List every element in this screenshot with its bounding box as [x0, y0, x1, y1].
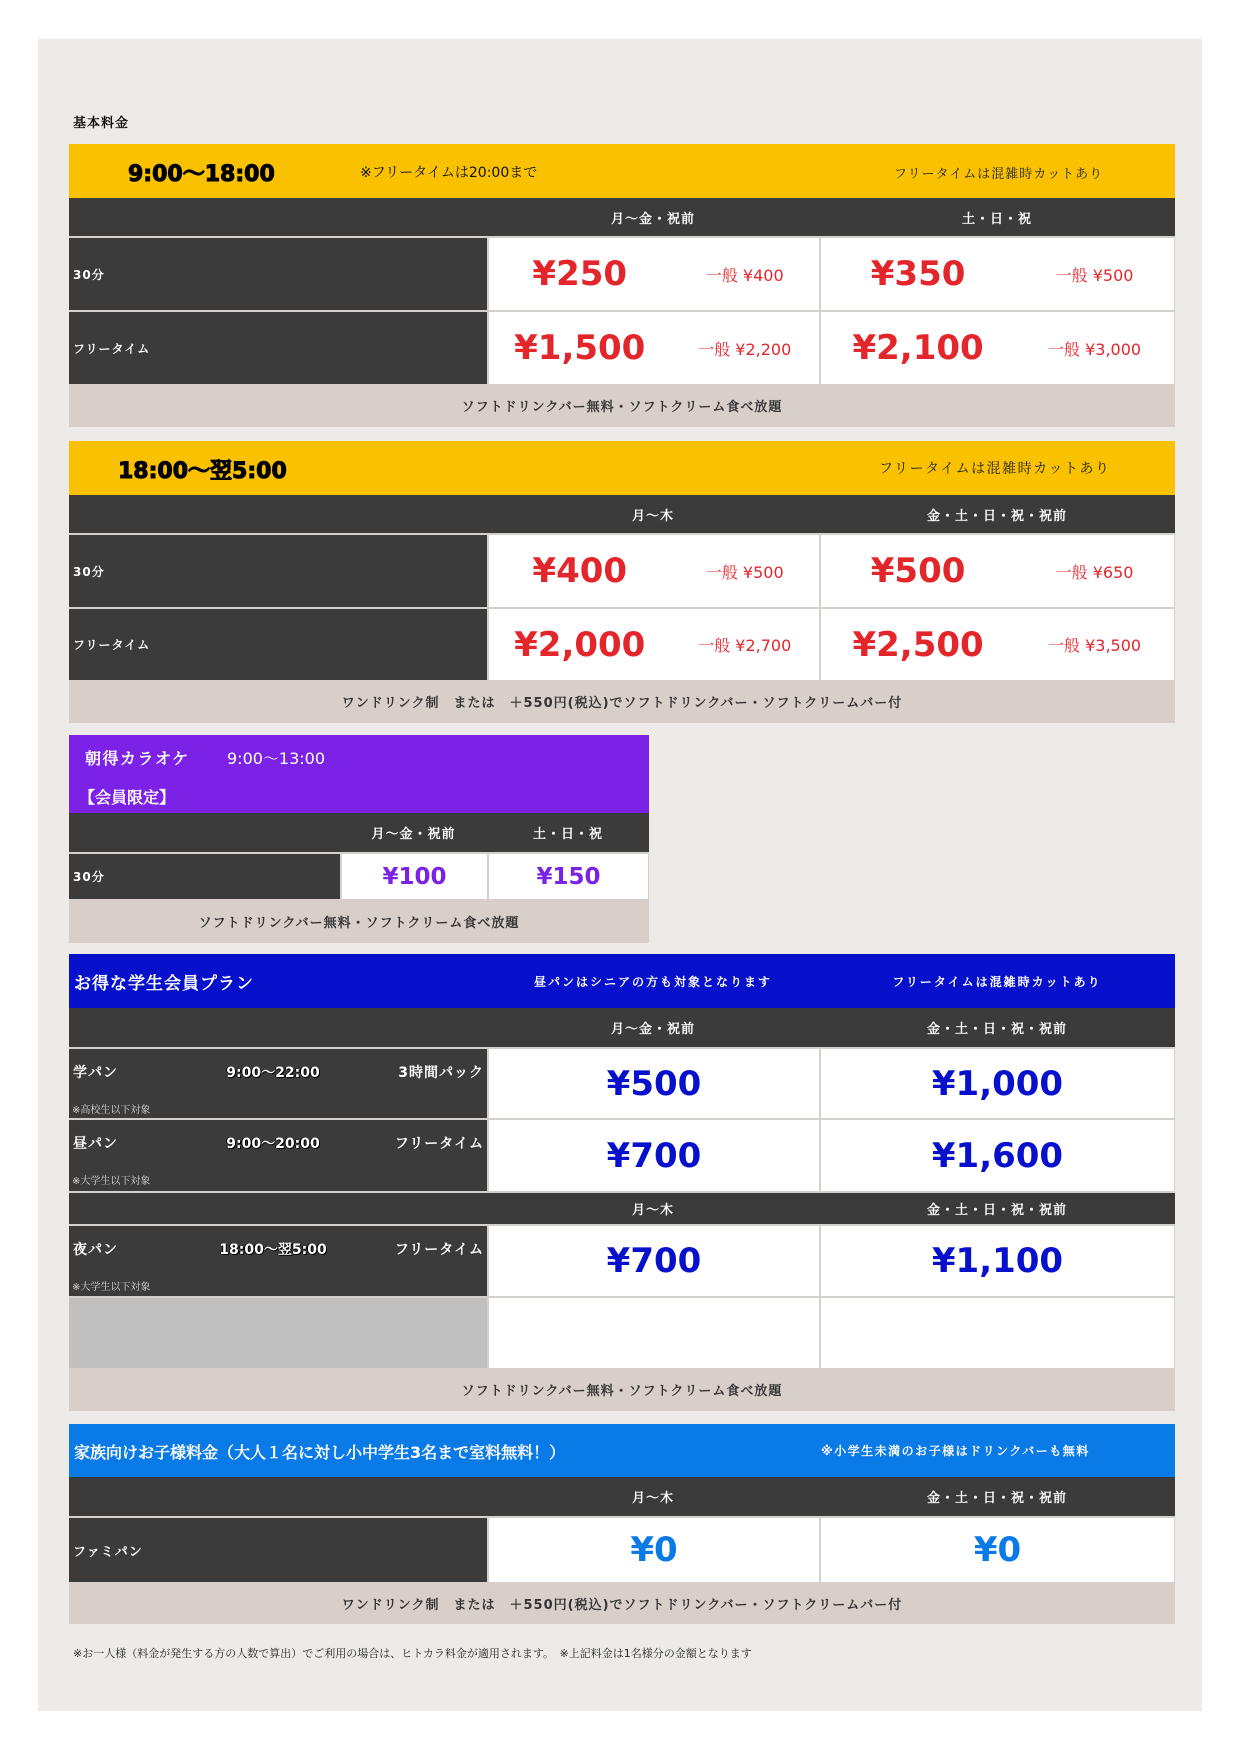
row-label: フリータイム — [69, 310, 487, 384]
member-price: ¥1,100 — [931, 1241, 1064, 1281]
empty-row — [69, 1296, 1175, 1368]
general-price: 一般 ¥500 — [705, 562, 784, 582]
empty-cell — [487, 1296, 819, 1368]
plan-label — [69, 1118, 487, 1191]
student-footer: ソフトドリンクバー無料・ソフトクリーム食べ放題 — [69, 1368, 1175, 1411]
night-crowd-note: フリータイムは混雑時カットあり — [879, 461, 1111, 477]
member-price: ¥1,000 — [931, 1063, 1064, 1104]
morning-member-note: 【会員限定】 — [79, 788, 176, 807]
price-cell — [819, 533, 1175, 607]
table-row — [69, 1516, 1175, 1582]
plan-hours: 18:00〜翌5:00 — [219, 1242, 327, 1258]
daytime-header — [69, 144, 1175, 198]
member-price: ¥100 — [382, 863, 447, 890]
table-row — [69, 1047, 1175, 1118]
column-header-spacer — [69, 1008, 487, 1047]
price-cell — [487, 1118, 819, 1191]
student-header — [69, 954, 1175, 1008]
general-price: 一般 ¥500 — [1055, 265, 1134, 285]
plan-eligibility: ※高校生以下対象 — [72, 1105, 151, 1116]
column-header-weekday: 月〜金・祝前 — [371, 827, 456, 842]
empty-label-cell — [69, 1296, 487, 1368]
row-label: フリータイム — [69, 607, 487, 680]
table-row — [69, 236, 1175, 310]
general-price: 一般 ¥2,700 — [698, 636, 792, 655]
plan-type: フリータイム — [394, 1242, 484, 1258]
student-senior-note: 昼パンはシニアの方も対象となります — [533, 975, 772, 989]
plan-hours: 9:00〜22:00 — [226, 1065, 320, 1081]
night-hours: 18:00〜翌5:00 — [118, 459, 287, 484]
price-cell — [487, 533, 819, 607]
table-row — [69, 852, 649, 899]
column-header-weekday: 月〜金・祝前 — [610, 1022, 695, 1037]
price-cell — [340, 852, 487, 899]
member-price: ¥1,500 — [514, 328, 646, 368]
night-header — [69, 441, 1175, 495]
price-cell — [487, 1516, 819, 1582]
plan-hours: 9:00〜20:00 — [226, 1136, 320, 1152]
family-title: 家族向けお子様料金（大人１名に対し小中学生3名まで室料無料！） — [74, 1443, 566, 1462]
page-title: 基本料金 — [73, 116, 130, 131]
member-price: ¥500 — [870, 551, 966, 591]
table-row — [69, 1118, 1175, 1191]
row-label: 30分 — [69, 533, 487, 607]
general-price: 一般 ¥3,500 — [1048, 636, 1142, 655]
price-cell — [487, 1224, 819, 1296]
column-header-spacer — [69, 198, 487, 236]
member-price: ¥700 — [606, 1135, 702, 1176]
plan-name: 昼パン — [73, 1136, 118, 1152]
column-header-weekday: 月〜木 — [631, 508, 674, 524]
column-header-weekday: 月〜木 — [631, 1491, 674, 1506]
price-cell — [819, 1047, 1175, 1118]
student-night-column-header — [69, 1191, 1175, 1224]
price-cell — [487, 607, 819, 680]
daytime-column-header — [69, 198, 1175, 236]
member-price: ¥0 — [630, 1530, 678, 1570]
plan-type: 3時間パック — [398, 1065, 484, 1081]
member-price: ¥0 — [973, 1530, 1022, 1570]
family-section — [69, 1424, 1175, 1624]
family-column-header — [69, 1477, 1175, 1516]
morning-column-header — [69, 813, 649, 852]
student-crowd-note: フリータイムは混雑時カットあり — [892, 975, 1102, 989]
general-price: 一般 ¥3,000 — [1048, 339, 1142, 359]
member-price: ¥500 — [606, 1063, 702, 1104]
student-title: お得な学生会員プラン — [74, 974, 254, 994]
table-row — [69, 1224, 1175, 1296]
morning-section — [69, 735, 649, 943]
morning-footer: ソフトドリンクバー無料・ソフトクリーム食べ放題 — [69, 899, 649, 943]
row-label: ファミパン — [69, 1516, 487, 1582]
daytime-hours: 9:00〜18:00 — [128, 162, 275, 187]
column-header-spacer — [69, 1477, 487, 1516]
price-cell — [487, 1047, 819, 1118]
student-column-header — [69, 1008, 1175, 1047]
general-price: 一般 ¥2,200 — [698, 339, 792, 359]
family-drink-note: ※小学生未満のお子様はドリンクバーも無料 — [821, 1444, 1090, 1458]
member-price: ¥350 — [870, 254, 966, 294]
column-header-weekend: 金・土・日・祝・祝前 — [926, 1203, 1067, 1218]
price-cell — [487, 236, 819, 310]
plan-label — [69, 1047, 487, 1118]
morning-title: 朝得カラオケ — [85, 749, 190, 768]
member-price: ¥2,000 — [514, 624, 646, 665]
price-cell — [819, 1516, 1175, 1582]
column-header-weekend: 金・土・日・祝・祝前 — [926, 1491, 1067, 1506]
price-cell — [487, 310, 819, 384]
row-label: 30分 — [69, 852, 340, 899]
footnote: ※お一人様（料金が発生する方の人数で算出）でご利用の場合は、ヒトカラ料金が適用されます。 ※上記料金は1名様分の金額となります — [73, 1647, 752, 1660]
plan-type: フリータイム — [394, 1136, 484, 1152]
price-cell — [819, 1224, 1175, 1296]
column-header-spacer — [69, 813, 340, 852]
plan-eligibility: ※大学生以下対象 — [72, 1282, 151, 1293]
student-section — [69, 954, 1175, 1411]
member-price: ¥2,100 — [852, 328, 984, 368]
column-header-weekend: 土・日・祝 — [532, 827, 603, 842]
table-row — [69, 607, 1175, 680]
night-section — [69, 441, 1175, 723]
daytime-crowd-note: フリータイムは混雑時カットあり — [894, 167, 1104, 182]
morning-header — [69, 735, 649, 813]
plan-label — [69, 1224, 487, 1296]
daytime-footer: ソフトドリンクバー無料・ソフトクリーム食べ放題 — [69, 384, 1175, 427]
member-price: ¥150 — [536, 863, 601, 890]
price-cell — [487, 852, 649, 899]
general-price: 一般 ¥400 — [705, 265, 784, 285]
daytime-section — [69, 144, 1175, 427]
family-footer: ワンドリンク制 または ＋550円(税込)でソフトドリンクバー・ソフトクリームバー付 — [69, 1582, 1175, 1624]
morning-hours: 9:00〜13:00 — [227, 749, 326, 768]
table-row — [69, 310, 1175, 384]
table-row — [69, 533, 1175, 607]
price-cell — [819, 1118, 1175, 1191]
empty-cell — [819, 1296, 1175, 1368]
plan-name: 学パン — [73, 1065, 118, 1081]
column-header-spacer — [69, 495, 487, 533]
price-cell — [819, 236, 1175, 310]
member-price: ¥700 — [606, 1241, 702, 1281]
night-footer: ワンドリンク制 または ＋550円(税込)でソフトドリンクバー・ソフトクリームバー付 — [69, 680, 1175, 723]
plan-name: 夜パン — [73, 1242, 118, 1258]
column-header-weekend: 金・土・日・祝・祝前 — [926, 508, 1067, 524]
member-price: ¥1,600 — [931, 1135, 1064, 1176]
column-header-weekday: 月〜木 — [631, 1203, 674, 1218]
price-cell — [819, 310, 1175, 384]
price-cell — [819, 607, 1175, 680]
family-header — [69, 1424, 1175, 1477]
member-price: ¥400 — [532, 551, 628, 591]
general-price: 一般 ¥650 — [1055, 562, 1134, 582]
column-header-weekday: 月〜金・祝前 — [610, 211, 695, 227]
daytime-free-time-note: ※フリータイムは20:00まで — [360, 165, 538, 181]
night-column-header — [69, 495, 1175, 533]
row-label: 30分 — [69, 236, 487, 310]
column-header-weekend: 土・日・祝 — [961, 211, 1032, 227]
column-header-spacer — [69, 1193, 487, 1224]
column-header-weekend: 金・土・日・祝・祝前 — [926, 1022, 1067, 1037]
member-price: ¥250 — [532, 254, 628, 294]
member-price: ¥2,500 — [852, 624, 984, 665]
plan-eligibility: ※大学生以下対象 — [72, 1176, 151, 1187]
